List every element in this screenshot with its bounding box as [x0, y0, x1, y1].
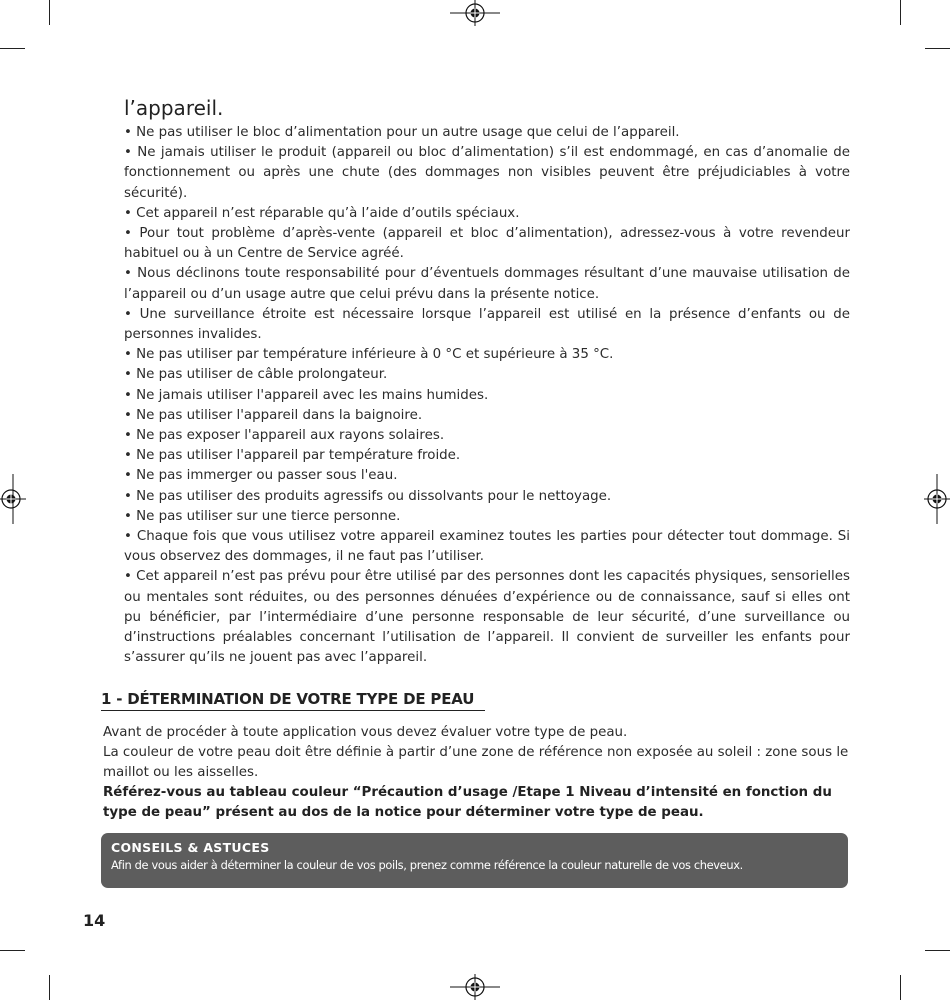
crop-mark	[900, 0, 901, 25]
section-body	[103, 723, 853, 823]
registration-mark-icon	[0, 474, 26, 524]
paragraph: Avant de procéder à toute application vous devez évaluer votre type de peau.	[103, 725, 628, 740]
bold-instruction: Référez-vous au tableau couleur “Précaution d’usage /Etape 1 Niveau d’intensité en fonction du type de peau” présent au dos de la notice pour déterminer votre type de peau.	[103, 785, 832, 820]
list-item: • Chaque fois que vous utilisez votre appareil examinez toutes les parties pour détecter tout dommage. Si vous observez des dommages, il ne faut pas l’utiliser.	[124, 529, 850, 565]
list-item: • Cet appareil n’est pas prévu pour être utilisé par des personnes dont les capacités physiques, sensorielles ou mentales sont réduites, ou des personnes dénuées d’expérience ou de connaissance, sauf si elles ont pu bénéficier, par l’intermédiaire d’une personne responsable de leur sécurité, d’une surveillance ou d’instructions préalables concernant l’utilisation de l’appareil. Il convient de surveiller les enfants pour s’assurer qu’ils ne jouent pas avec l’appareil.	[124, 569, 850, 666]
safety-instructions-list	[124, 123, 850, 668]
list-item: • Ne jamais utiliser le produit (appareil ou bloc d’alimentation) s’il est endommagé, en cas d’anomalie de fonctionnement ou après une chute (des dommages non visibles peuvent être préjudiciables à votre sécurité).	[124, 145, 850, 201]
crop-mark	[49, 975, 50, 1000]
list-item: • Ne jamais utiliser l'appareil avec les mains humides.	[124, 387, 489, 403]
registration-mark-icon	[924, 474, 950, 524]
tips-box	[101, 833, 848, 888]
list-item: • Nous déclinons toute responsabilité pour d’éventuels dommages résultant d’une mauvaise utilisation de l’appareil ou d’un usage autre que celui prévu dans la présente notice.	[124, 266, 850, 302]
list-item: • Ne pas utiliser le bloc d’alimentation pour un autre usage que celui de l’appareil.	[124, 125, 680, 140]
list-item: • Ne pas utiliser des produits agressifs ou dissolvants pour le nettoyage.	[124, 488, 612, 504]
crop-mark	[900, 975, 901, 1000]
list-item: • Ne pas utiliser l'appareil dans la baignoire.	[124, 407, 423, 423]
list-item: • Ne pas utiliser sur une tierce personne.	[124, 508, 401, 524]
list-item: • Ne pas utiliser par température inférieure à 0 °C et supérieure à 35 °C.	[124, 347, 614, 363]
tips-title: CONSEILS & ASTUCES	[111, 840, 270, 855]
paragraph: La couleur de votre peau doit être définie à partir d’une zone de référence non exposée au soleil : zone sous le maillot ou les aisselles.	[103, 745, 849, 780]
list-item: • Ne pas exposer l'appareil aux rayons solaires.	[124, 428, 445, 444]
crop-mark	[925, 950, 950, 951]
crop-mark	[925, 48, 950, 49]
crop-mark	[49, 0, 50, 25]
list-item: • Cet appareil n’est réparable qu’à l’aide d’outils spéciaux.	[124, 205, 520, 221]
registration-mark-icon	[450, 974, 500, 1000]
list-item: • Ne pas utiliser de câble prolongateur.	[124, 367, 388, 383]
registration-mark-icon	[450, 0, 500, 26]
list-item: • Ne pas immerger ou passer sous l'eau.	[124, 468, 398, 484]
list-item: • Une surveillance étroite est nécessaire lorsque l’appareil est utilisé en la présence d’enfants ou de personnes invalides.	[124, 306, 850, 343]
page-number: 14	[83, 911, 106, 930]
list-item: • Pour tout problème d’après-vente (appareil et bloc d’alimentation), adressez-vous à votre revendeur habituel ou à un Centre de Service agréé.	[124, 226, 850, 262]
section-heading: 1 - DÉTERMINATION DE VOTRE TYPE DE PEAU	[101, 690, 485, 711]
tips-text: Afin de vous aider à déterminer la couleur de vos poils, prenez comme référence la couleur naturelle de vos cheveux.	[111, 858, 743, 872]
continuation-heading: l’appareil.	[124, 96, 224, 120]
crop-mark	[0, 950, 25, 951]
list-item: • Ne pas utiliser l'appareil par température froide.	[124, 448, 461, 464]
crop-mark	[0, 48, 25, 49]
